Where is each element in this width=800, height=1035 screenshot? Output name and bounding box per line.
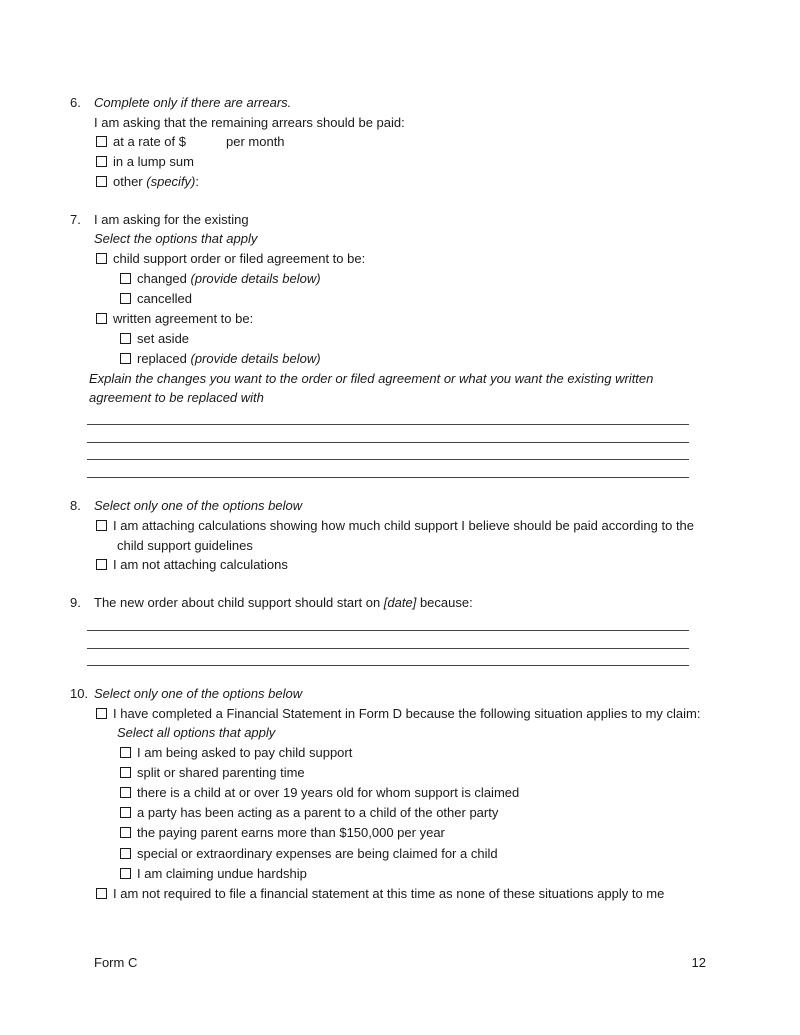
q9-answer-line[interactable] <box>87 648 689 649</box>
q10-sub-option <box>120 744 352 762</box>
q10-sub-option <box>120 824 445 842</box>
footer-page-number: 12 <box>691 955 706 970</box>
q10-sub-checkbox[interactable] <box>120 767 131 778</box>
q10-sub-option <box>120 804 498 822</box>
q7-explain-line-2: agreement to be replaced with <box>89 390 264 405</box>
q8-not-attach-checkbox[interactable] <box>96 559 107 570</box>
q9-number: 9. <box>70 595 81 610</box>
q7-sub-changed <box>120 270 321 288</box>
q10-option-not-required <box>96 885 664 903</box>
q10-number: 10. <box>70 686 89 701</box>
q7-written-checkbox[interactable] <box>96 313 107 324</box>
q8-attach-label-1: I am attaching calculations showing how much child support I believe should be paid according to the <box>113 518 695 533</box>
q10-sub-label: the paying parent earns more than $150,000 per year <box>137 825 445 840</box>
q10-not-required-checkbox[interactable] <box>96 888 107 899</box>
q7-explain-line-1: Explain the changes you want to the order or filed agreement or what you want the existing written <box>89 371 654 386</box>
q10-sub-instruction: Select all options that apply <box>117 725 276 740</box>
q10-sub-label: a party has been acting as a parent to a child of the other party <box>137 805 499 820</box>
q7-instruction: Select the options that apply <box>94 231 258 246</box>
q7-sub-setaside <box>120 330 189 348</box>
footer-form-name: Form C <box>94 955 138 970</box>
q8-not-attach-label: I am not attaching calculations <box>113 557 288 572</box>
q6-rate-label-a: at a rate of $ <box>113 134 186 149</box>
q10-sub-checkbox[interactable] <box>120 807 131 818</box>
q10-not-required-label: I am not required to file a financial statement at this time as none of these situations apply to me <box>113 886 665 901</box>
q10-instruction: Select only one of the options below <box>94 686 303 701</box>
q9-date-placeholder: [date] <box>383 595 417 610</box>
q10-sub-label: I am claiming undue hardship <box>137 866 307 881</box>
q10-option-completed <box>96 705 700 723</box>
q8-option-attach <box>96 517 694 535</box>
q9-answer-line[interactable] <box>87 665 689 666</box>
q6-option-other <box>96 173 199 191</box>
q10-completed-label: I have completed a Financial Statement in Form D because the following situation applies to my claim: <box>113 706 701 721</box>
q10-sub-label: special or extraordinary expenses are being claimed for a child <box>137 846 498 861</box>
q7-option-order <box>96 250 365 268</box>
q9-text <box>94 594 473 612</box>
q8-attach-checkbox[interactable] <box>96 520 107 531</box>
q7-sub-cancelled <box>120 290 192 308</box>
q7-replaced-label: replaced <box>137 351 187 366</box>
q8-attach-label-2: child support guidelines <box>117 538 253 553</box>
q7-setaside-label: set aside <box>137 331 190 346</box>
q10-sub-checkbox[interactable] <box>120 868 131 879</box>
q7-option-written <box>96 310 253 328</box>
q7-number: 7. <box>70 212 81 227</box>
q8-number: 8. <box>70 498 81 513</box>
q6-rate-checkbox[interactable] <box>96 136 107 147</box>
q6-lump-label: in a lump sum <box>113 154 194 169</box>
q8-option-not-attach <box>96 556 288 574</box>
q7-answer-line[interactable] <box>87 459 689 460</box>
q7-answer-line[interactable] <box>87 424 689 425</box>
q7-changed-label: changed <box>137 271 187 286</box>
q6-intro: I am asking that the remaining arrears should be paid: <box>94 115 405 130</box>
q9-answer-line[interactable] <box>87 630 689 631</box>
q10-sub-label: split or shared parenting time <box>137 765 305 780</box>
q7-written-label: written agreement to be: <box>113 311 254 326</box>
q6-number: 6. <box>70 95 81 110</box>
q10-sub-checkbox[interactable] <box>120 848 131 859</box>
q7-answer-line[interactable] <box>87 442 689 443</box>
q9-text-a: The new order about child support should start on <box>94 595 381 610</box>
q7-cancelled-label: cancelled <box>137 291 192 306</box>
q7-cancelled-checkbox[interactable] <box>120 293 131 304</box>
q10-sub-option <box>120 865 307 883</box>
q6-option-lump <box>96 153 194 171</box>
q7-order-label: child support order or filed agreement to be: <box>113 251 366 266</box>
q10-sub-checkbox[interactable] <box>120 787 131 798</box>
q10-sub-label: I am being asked to pay child support <box>137 745 353 760</box>
q6-other-colon: : <box>195 174 200 189</box>
q6-rate-label-b: per month <box>226 134 285 149</box>
q9-text-b: because: <box>419 595 473 610</box>
q7-order-checkbox[interactable] <box>96 253 107 264</box>
q6-option-rate <box>96 133 285 151</box>
q10-sub-option <box>120 784 519 802</box>
q7-replaced-checkbox[interactable] <box>120 353 131 364</box>
q7-changed-note: (provide details below) <box>190 271 321 286</box>
q10-sub-option <box>120 764 305 782</box>
q6-other-label: other <box>113 174 143 189</box>
q7-setaside-checkbox[interactable] <box>120 333 131 344</box>
q6-lump-checkbox[interactable] <box>96 156 107 167</box>
q7-sub-replaced <box>120 350 321 368</box>
q10-completed-checkbox[interactable] <box>96 708 107 719</box>
q10-sub-checkbox[interactable] <box>120 827 131 838</box>
q7-changed-checkbox[interactable] <box>120 273 131 284</box>
q6-instruction: Complete only if there are arrears. <box>94 95 292 110</box>
q10-sub-label: there is a child at or over 19 years old for whom support is claimed <box>137 785 520 800</box>
q10-sub-option <box>120 845 498 863</box>
q7-answer-line[interactable] <box>87 477 689 478</box>
q7-replaced-note: (provide details below) <box>190 351 321 366</box>
q6-other-checkbox[interactable] <box>96 176 107 187</box>
q6-other-specify: (specify) <box>146 174 196 189</box>
q10-sub-checkbox[interactable] <box>120 747 131 758</box>
q7-intro: I am asking for the existing <box>94 212 249 227</box>
q8-instruction: Select only one of the options below <box>94 498 303 513</box>
